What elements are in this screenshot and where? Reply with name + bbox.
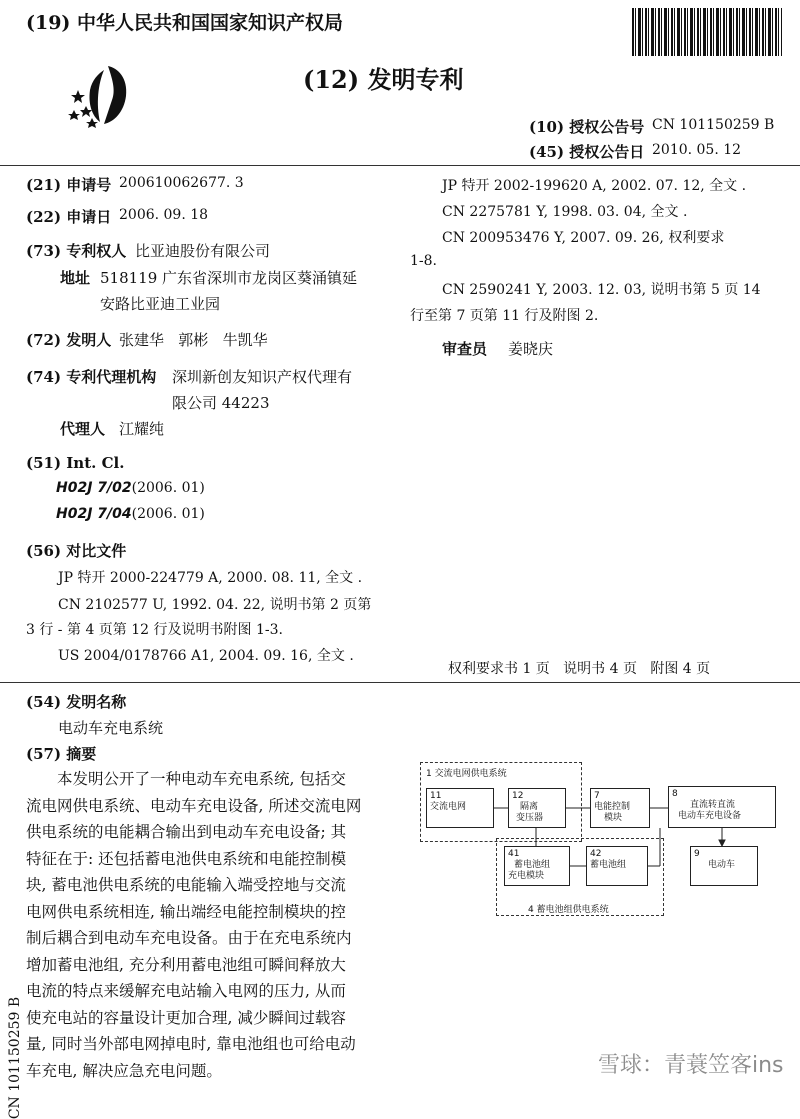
abstract-line: 流电网供电系统、电动车充电设备, 所述交流电网 — [26, 796, 362, 815]
page-counts: 权利要求书 1 页 说明书 4 页 附图 4 页 — [448, 661, 711, 677]
abstract-line: 块, 蓄电池供电系统的电能输入端受控地与交流 — [26, 876, 346, 894]
pub-no: CN 101150259 B — [652, 117, 775, 133]
ipc-1-code: H02J 7/02 — [56, 480, 132, 496]
abstract-line: 量, 同时当外部电网掉电时, 靠电池组也可给电动 — [26, 1035, 356, 1053]
box-9-text: 电动车 — [708, 860, 736, 870]
box-41-text1: 蓄电池组 — [514, 860, 551, 870]
address-line2: 安路比亚迪工业园 — [100, 295, 221, 313]
system-diagram — [410, 760, 790, 920]
address-label: 地址 — [60, 269, 91, 287]
title-label: (54) 发明名称 — [26, 693, 127, 711]
ref-left-3: 3 行 - 第 4 页第 12 行及说明书附图 1-3. — [26, 622, 283, 638]
invention-title: 电动车充电系统 — [58, 719, 164, 737]
box-7-text2: 模块 — [604, 813, 623, 823]
ipc-2-date: (2006. 01) — [131, 506, 205, 522]
assignee-label: (73) 专利权人 — [26, 242, 127, 260]
box-41-text2: 充电模块 — [508, 871, 545, 881]
agent-label: 代理人 — [60, 420, 106, 438]
box-12-text1: 隔离 — [520, 802, 539, 812]
abstract-label: (57) 摘要 — [26, 745, 97, 763]
box-41-num: 41 — [508, 849, 520, 859]
pub-date-label: (45) 授权公告日 — [529, 143, 645, 161]
pub-no-label — [529, 116, 644, 137]
ref-right-4: 1-8. — [410, 253, 437, 269]
battery-system-label: 4 蓄电池组供电系统 — [528, 905, 609, 915]
ref-right-5: CN 2590241 Y, 2003. 12. 03, 说明书第 5 页 14 — [442, 282, 761, 298]
examiner: 姜晓庆 — [508, 340, 554, 358]
inventors: 张建华 郭彬 牛凯华 — [119, 331, 268, 349]
box-8-text2: 电动车充电设备 — [678, 811, 742, 821]
ref-left-4: US 2004/0178766 A1, 2004. 09. 16, 全文 . — [58, 648, 354, 664]
abstract-line: 增加蓄电池组, 充分利用蓄电池组可瞬间释放大 — [26, 955, 346, 974]
box-12-num: 12 — [512, 791, 524, 801]
header-rule — [0, 165, 800, 166]
agency-line1: 深圳新创友知识产权代理有 — [172, 368, 353, 386]
middle-rule — [0, 682, 800, 683]
office-name: (19) 中华人民共和国国家知识产权局 — [26, 12, 344, 34]
ref-right-6: 行至第 7 页第 11 行及附图 2. — [410, 308, 599, 324]
diagram-connectors — [410, 760, 790, 920]
app-no: 200610062677. 3 — [119, 175, 244, 191]
app-date-label: (22) 申请日 — [26, 208, 112, 226]
box-11-num: 11 — [430, 791, 442, 801]
abstract-line: 特征在于: 还包括蓄电池供电系统和电能控制模 — [26, 849, 347, 868]
watermark: 雪球：青蓑笠客ins — [598, 1053, 784, 1078]
box-8-num: 8 — [672, 789, 678, 799]
agency-label: (74) 专利代理机构 — [26, 368, 157, 386]
pub-date: 2010. 05. 12 — [652, 142, 742, 158]
abstract-line: 电流的特点来缓解充电站输入电网的压力, 从而 — [26, 982, 346, 1000]
box-42-num: 42 — [590, 849, 602, 859]
box-9-num: 9 — [694, 849, 700, 859]
ipc-1-date: (2006. 01) — [131, 480, 205, 496]
abstract-line: 供电系统的电能耦合输出到电动车充电设备; 其 — [26, 823, 347, 841]
barcode — [632, 8, 782, 56]
agent: 江耀纯 — [119, 420, 165, 438]
abstract-line: 使充电站的容量设计更加合理, 减少瞬间过载容 — [26, 1008, 346, 1027]
ipc-label: (51) Int. Cl. — [26, 454, 125, 472]
abstract-line: 本发明公开了一种电动车充电系统, 包括交 — [57, 770, 346, 788]
ipc-2 — [56, 506, 205, 522]
pub-no-label-text: (10) 授权公告号 — [529, 118, 645, 136]
app-no-label: (21) 申请号 — [26, 176, 112, 194]
ipc-2-code: H02J 7/04 — [56, 506, 132, 522]
box-7-num: 7 — [594, 791, 600, 801]
ref-left-1: JP 特开 2000-224779 A, 2000. 08. 11, 全文 . — [58, 570, 363, 586]
assignee: 比亚迪股份有限公司 — [135, 242, 271, 260]
doc-type: (12) 发明专利 — [303, 65, 464, 94]
box-12-text2: 变压器 — [516, 813, 544, 823]
abstract-text — [26, 766, 392, 1084]
ref-right-3: CN 200953476 Y, 2007. 09. 26, 权利要求 — [442, 230, 725, 246]
address-line1: 518119 广东省深圳市龙岗区葵涌镇延 — [100, 269, 358, 287]
grid-system-label: 1 交流电网供电系统 — [426, 769, 507, 779]
agency-line2: 限公司 44223 — [172, 394, 270, 412]
examiner-label: 审查员 — [442, 340, 488, 358]
ref-right-2: CN 2275781 Y, 1998. 03. 04, 全文 . — [442, 204, 688, 220]
refs-label: (56) 对比文件 — [26, 542, 127, 560]
ref-left-2: CN 2102577 U, 1992. 04. 22, 说明书第 2 页第 — [58, 597, 372, 613]
ref-right-1: JP 特开 2002-199620 A, 2002. 07. 12, 全文 . — [442, 178, 747, 194]
app-date: 2006. 09. 18 — [119, 207, 209, 223]
box-8-text1: 直流转直流 — [690, 800, 736, 810]
box-7-text1: 电能控制 — [594, 802, 631, 812]
box-42-text: 蓄电池组 — [590, 860, 627, 870]
abstract-line: 电网供电系统相连, 输出端经电能控制模块的控 — [26, 902, 346, 921]
abstract-line: 车充电, 解决应急充电问题。 — [26, 1061, 222, 1080]
inventors-label: (72) 发明人 — [26, 331, 112, 349]
box-11-text: 交流电网 — [430, 802, 467, 812]
abstract-line: 制后耦合到电动车充电设备。由于在充电系统内 — [26, 929, 352, 947]
side-pub-code: CN 101150259 B — [7, 996, 24, 1119]
ipc-1 — [56, 480, 205, 496]
cnipa-logo-icon — [68, 60, 146, 130]
